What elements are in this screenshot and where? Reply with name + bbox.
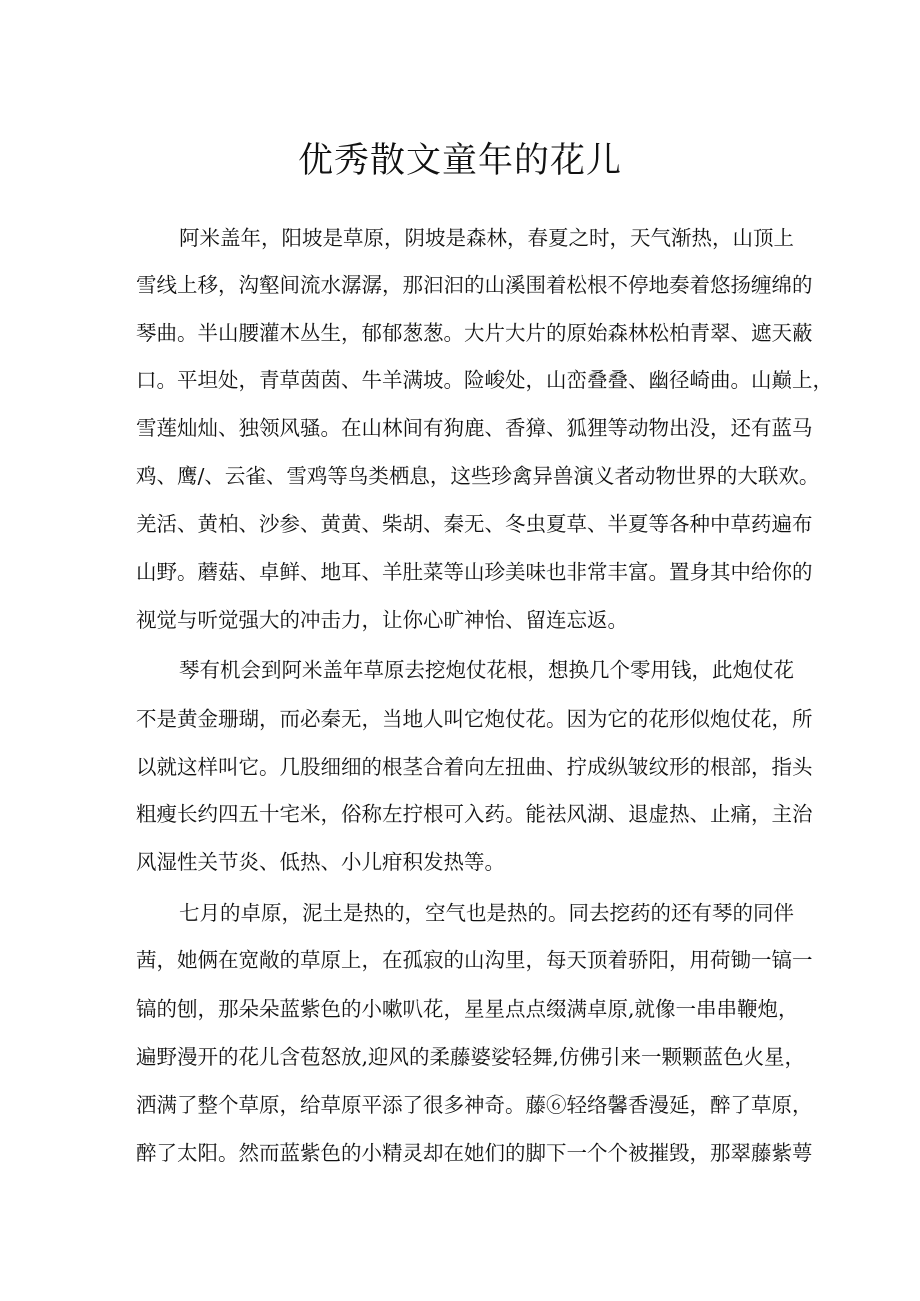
paragraph-3-line-3: 镐的刨，那朵朵蓝紫色的小嗽叭花，星星点点缀满卓原,就像一串串鞭炮， (136, 997, 799, 1021)
paragraph-1-line-2: 雪线上移，沟壑间流水潺潺，那汩汩的山溪围着松根不停地奏着悠扬缠绵的 (136, 273, 813, 297)
paragraph-2-line-2: 不是黄金珊瑚，而必秦无，当地人叫它炮仗花。因为它的花形似炮仗花，所 (136, 707, 813, 731)
document-title: 优秀散文童年的花儿 (297, 141, 622, 181)
paragraph-2-line-1: 琴有机会到阿米盖年草原去挖炮仗花根，想换几个零用钱，此炮仗花 (179, 658, 794, 682)
paragraph-3-line-1: 七月的卓原，泥土是热的，空气也是热的。同去挖药的还有琴的同伴 (179, 901, 794, 925)
paragraph-3-line-4: 遍野漫开的花儿含苞怒放,迎风的柔藤婆娑轻舞,仿佛引来一颗颗蓝色火星， (136, 1045, 806, 1069)
paragraph-2-line-3: 以就这样叫它。几股细细的根茎合着向左扭曲、拧成纵皱纹形的根部，指头 (136, 755, 813, 779)
paragraph-1-line-4: 口。平坦处，青草茵茵、牛羊满坡。险峻处，山峦叠叠、幽径崎曲。山巅上， (136, 368, 833, 392)
paragraph-3-line-5: 洒满了整个草原，给草原平添了很多神奇。藤⑥轻络馨香漫延，醉了草原， (136, 1093, 813, 1117)
paragraph-1-line-5: 雪莲灿灿、独领风骚。在山林间有狗鹿、香獐、狐狸等动物出没，还有蓝马 (136, 416, 813, 440)
paragraph-3-line-2: 茜，她俩在宽敞的草原上，在孤寂的山沟里，每天顶着骄阳，用荷锄一镐一 (136, 948, 813, 972)
paragraph-3-line-6: 醉了太阳。然而蓝紫色的小精灵却在她们的脚下一个个被摧毁，那翠藤紫萼 (136, 1141, 813, 1165)
paragraph-1-line-3: 琴曲。半山腰灌木丛生，郁郁葱葱。大片大片的原始森林松柏青翠、遮天蔽 (136, 321, 813, 345)
paragraph-1-line-9: 视觉与听觉强大的冲击力，让你心旷神怡、留连忘返。 (136, 608, 628, 632)
paragraph-1-line-7: 羌活、黄柏、沙参、黄黄、柴胡、秦无、冬虫夏草、半夏等各种中草药遍布 (136, 512, 813, 536)
paragraph-2-line-4: 粗瘦长约四五十宅米，俗称左拧根可入药。能祛风湖、退虚热、止痛，主治 (136, 802, 813, 826)
paragraph-1-line-6: 鸡、鹰/、云雀、雪鸡等鸟类栖息，这些珍禽异兽演义者动物世界的大联欢。 (136, 464, 820, 488)
paragraph-2-line-5: 风湿性关节炎、低热、小儿疳积发热等。 (136, 850, 505, 874)
paragraph-1-line-8: 山野。蘑菇、卓鲜、地耳、羊肚菜等山珍美味也非常丰富。置身其中给你的 (136, 560, 813, 584)
paragraph-1-line-1: 阿米盖年，阳坡是草原，阴坡是森林，春夏之时，天气渐热，山顶上 (179, 226, 794, 250)
